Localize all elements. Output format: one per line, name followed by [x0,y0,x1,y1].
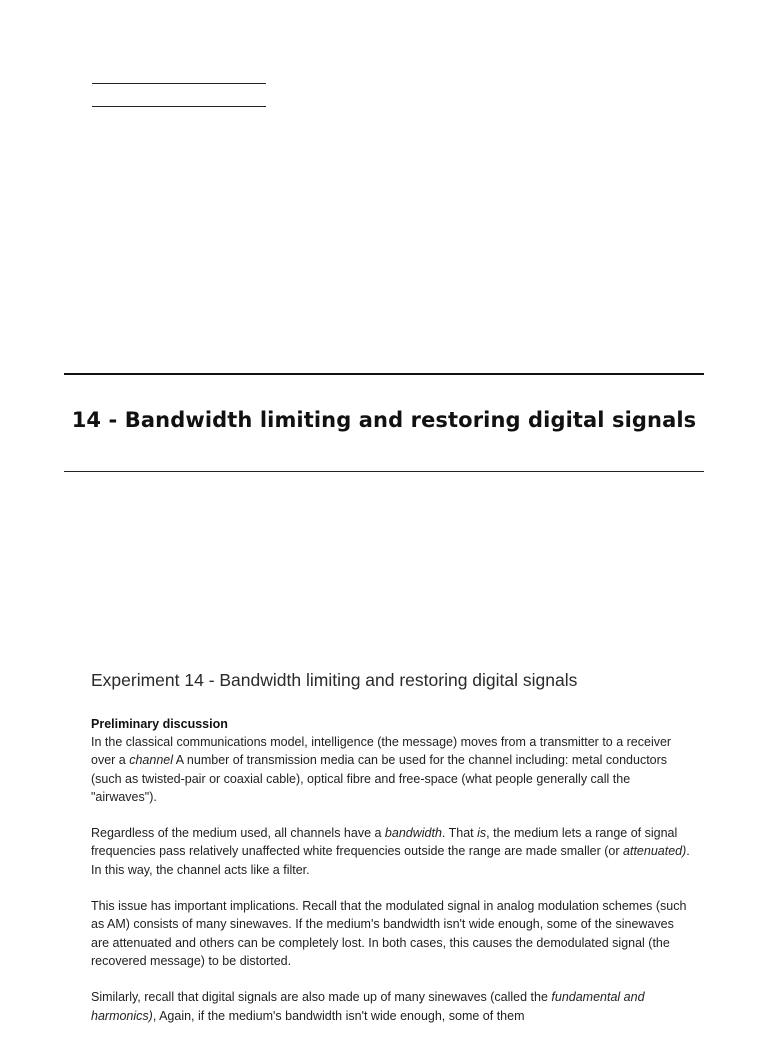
paragraph-4: Similarly, recall that digital signals are also made up of many sinewaves (called the fundamental and harmonics), Again, if the medium's bandwidth isn't wide enough, some of them [91,990,645,1023]
paragraph-1: In the classical communications model, intelligence (the message) moves from a transmitter to a receiver over a channel A number of transmission media can be used for the channel including: metal conductors (such as twisted-pair or coaxial cable), optical fibre and free-space (what people generally call the "airwaves"). [91,735,672,804]
experiment-title: Experiment 14 - Bandwidth limiting and restoring digital signals [91,670,578,690]
section-heading: Preliminary discussion [91,717,228,731]
paragraph-2: Regardless of the medium used, all channels have a bandwidth. That is, the medium lets a range of signal frequencies pass relatively unaffected white frequencies outside the range are made smaller (or attenuated). In this way, the channel acts like a filter. [91,826,690,877]
title-top-rule [64,373,704,375]
signature-line [92,83,266,84]
date-line [92,106,266,107]
experiment-content [91,670,691,1043]
paragraph-3: This issue has important implications. Recall that the modulated signal in analog modulation schemes (such as AM) consists of many sinewaves. If the medium's bandwidth isn't wide enough, some of the sinewaves are attenuated and others can be completely lost. In both cases, this causes the demodulated signal (the recovered message) to be distorted. [91,899,687,968]
title-bottom-rule [64,471,704,472]
chapter-title: 14 - Bandwidth limiting and restoring digital signals [71,408,697,432]
